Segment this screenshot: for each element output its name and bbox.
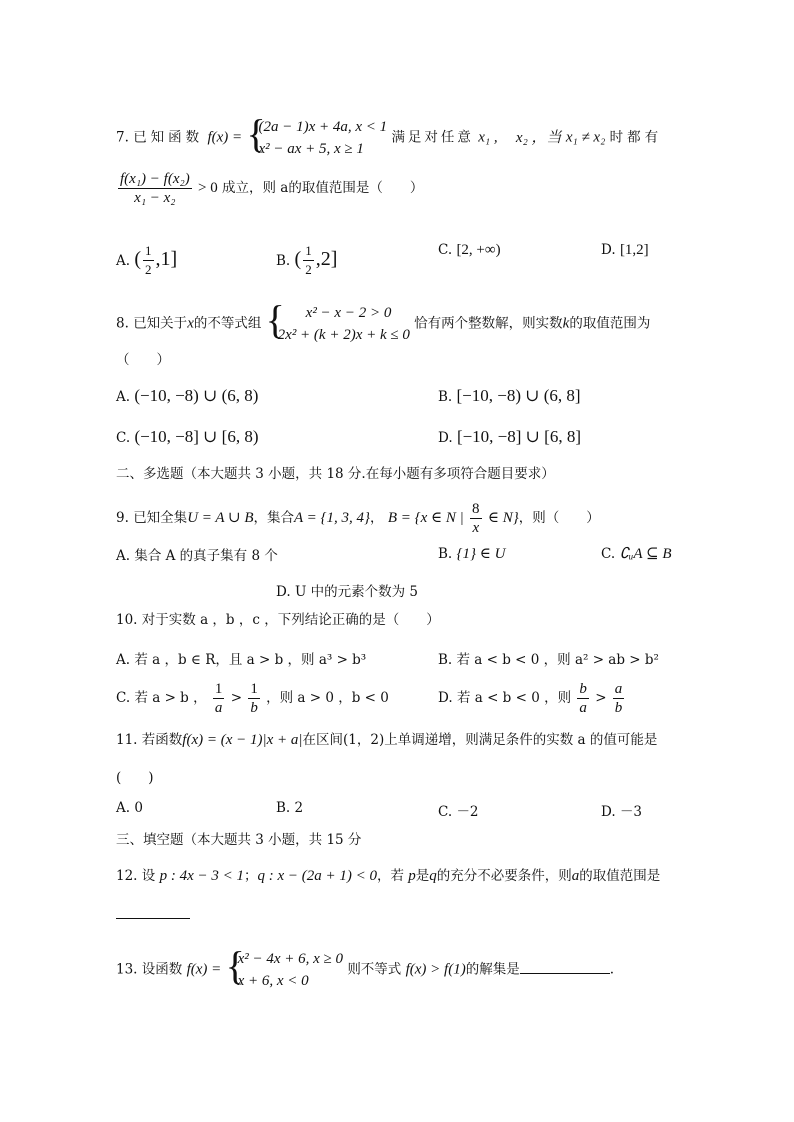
q10c-frac1 (213, 680, 225, 717)
q8-var-k: k (562, 315, 570, 332)
q12-sep: ； (243, 868, 258, 884)
option-value: (−10, −8) ∪ (6, 8) (134, 386, 259, 405)
q8-option-d[interactable] (438, 427, 581, 447)
option-label: B. (438, 652, 453, 668)
q7-brace: { (246, 111, 266, 156)
q10-option-b[interactable] (438, 648, 659, 668)
option-value: [1,2] (619, 242, 649, 258)
q7-number: 7. (116, 129, 129, 146)
q12-text3: 是 (415, 868, 430, 884)
q12-avar: a (571, 868, 580, 884)
q7-intro: 已知函数 (133, 129, 204, 146)
q9-eq1: U = A ∪ B (187, 510, 254, 526)
option-label: D. (601, 804, 616, 820)
option-label: B. (438, 389, 453, 405)
q9-frac-den: x (472, 520, 480, 536)
option-label: A. (116, 253, 131, 270)
q8-option-c[interactable] (116, 427, 259, 447)
q11-option-a[interactable] (116, 800, 143, 816)
q12-pvar: p (408, 868, 416, 884)
blank-line (116, 906, 190, 919)
q12-answer-blank[interactable] (116, 906, 190, 923)
option-label: D. (276, 584, 291, 600)
q7-frac-tail: > 0 (197, 180, 218, 196)
q7-option-a[interactable] (116, 242, 177, 279)
option-label: B. (276, 253, 291, 270)
q13-brace: { (225, 943, 245, 988)
q11-eq: f(x) = (x − 1)|x + a| (182, 732, 303, 748)
q8-ineq2: 2x² + (k + 2)x + k ≤ 0 (277, 327, 410, 343)
option-label: A. (116, 652, 131, 668)
option-value: 若 a < b < 0 ，则 a² > ab > b² (456, 652, 659, 668)
frac-num: 1 (250, 681, 258, 697)
q11-paren-line (116, 768, 154, 788)
q12-p: p : 4x − 3 < 1 (159, 868, 244, 884)
q9-option-c[interactable] (601, 544, 672, 563)
option-label: D. (438, 430, 453, 446)
q13-number: 13. (116, 961, 138, 978)
q8-tail2: 的取值范围为 (569, 315, 651, 332)
option-value-pre: 若 a < b < 0 ，则 (456, 690, 572, 706)
q7-case2: x² − ax + 5, x ≥ 1 (258, 141, 364, 157)
option-value: [−10, −8) ∪ (6, 8] (456, 386, 581, 405)
q8-paren: （ ） (116, 352, 170, 368)
frac-num: a (614, 681, 623, 697)
q7-x1: x₁ , (478, 129, 498, 146)
q9-fraction (470, 500, 482, 537)
q12-qvar: q (429, 868, 437, 884)
q7-x2: x₂ ，当 (515, 129, 562, 146)
q11-paren: ( ) (116, 770, 154, 786)
q7-line2-text: 成立，则 a的取值范围是（ ） (222, 180, 424, 196)
q9-option-a[interactable] (116, 544, 278, 564)
q12-text5: 的取值范围是 (579, 868, 661, 884)
q11-number: 11. (116, 732, 138, 748)
option-value: 2 (294, 800, 304, 816)
option-value: (−10, −8] ∪ [6, 8) (134, 427, 259, 446)
q8-tail: 恰有两个整数解，则实数 (414, 315, 563, 332)
q7-line2 (116, 170, 423, 207)
q10-line (116, 610, 440, 630)
q10d-frac1 (577, 680, 589, 717)
option-value: [−10, −8] ∪ [6, 8] (456, 427, 582, 446)
option-value: －3 (619, 804, 643, 820)
q10c-frac2 (248, 680, 260, 717)
q8-line1 (116, 297, 651, 346)
q11-option-d[interactable] (601, 800, 642, 820)
q10-number: 10. (116, 612, 138, 628)
q7-func-lhs: f(x) = (207, 129, 243, 146)
option-label: B. (276, 800, 291, 816)
q12-text4: 的充分不必要条件，则 (436, 868, 572, 884)
option-value-post: ，则 a > 0 ，b < 0 (266, 690, 389, 706)
q7-option-c[interactable] (438, 242, 501, 259)
q8-intro2: 的不等式组 (193, 315, 262, 332)
option-value: ( $\frac{1}{2}$ ,2] (294, 243, 338, 277)
frac-num: 1 (214, 681, 223, 697)
option-value: ∁ᵤA ⊆ B (619, 546, 672, 562)
q9-eq3-pre: B = {x ∈ N | (387, 510, 464, 526)
q9-option-d[interactable] (276, 580, 418, 600)
q10-option-d[interactable] (438, 680, 626, 717)
option-label: C. (438, 804, 453, 820)
q7-case1: (2a − 1)x + 4a, x < 1 (258, 119, 388, 135)
q13-end: . (609, 961, 615, 978)
option-value-pre: 若 a > b ， (134, 690, 207, 706)
q8-var-x: x (187, 315, 194, 332)
q9-line (116, 500, 600, 537)
q12-q: q : x − (2a + 1) < 0 (257, 868, 377, 884)
q12-number: 12. (116, 868, 138, 884)
q11-text1: 若函数 (141, 732, 183, 748)
q9-text3: ， (370, 510, 384, 526)
q7-piecewise (246, 111, 388, 160)
option-value: {1} ∈ U (456, 546, 506, 562)
option-value: －2 (456, 804, 479, 820)
q12-line (116, 866, 660, 886)
frac-den: b (614, 700, 623, 716)
q10-option-c[interactable] (116, 680, 389, 717)
option-label: C. (116, 690, 131, 706)
q8-intro: 已知关于 (133, 315, 188, 332)
q12-text1: 设 (141, 868, 156, 884)
q9-text1: 已知全集 (133, 510, 188, 526)
q8-system (265, 297, 410, 346)
q7-frac-num: f(x₁) − f(x₂) (120, 171, 190, 187)
q9-text4: ，则（ ） (518, 510, 600, 526)
q13-intro: 设函数 (141, 961, 183, 978)
q13-case1: x² − 4x + 6, x ≥ 0 (237, 951, 344, 967)
frac-den: a (214, 700, 223, 716)
frac-den: a (579, 700, 587, 716)
q8-paren-line (116, 350, 170, 370)
option-value: [2, +∞) (456, 242, 501, 258)
q13-tail: 的解集是 (465, 961, 520, 978)
q7-fraction (118, 170, 192, 207)
q7-cond-text: 满足对任意 (391, 129, 474, 146)
q8-ineq1: x² − x − 2 > 0 (305, 305, 392, 321)
q13-case2: x + 6, x < 0 (237, 973, 309, 989)
option-label: C. (116, 430, 131, 446)
q10-text: 对于实数 a ，b ，c ，下列结论正确的是（ ） (141, 612, 440, 628)
option-value: ( $\frac{1}{2}$ ,1] (134, 243, 178, 277)
q12-text2: ，若 (377, 868, 404, 884)
q13-text: 则不等式 (347, 961, 402, 978)
q13-piecewise (225, 943, 344, 992)
option-label: A. (116, 800, 131, 816)
option-label: A. (116, 389, 131, 405)
q9-option-b[interactable] (438, 544, 505, 563)
q8-brace: { (265, 297, 285, 342)
option-value: U 中的元素个数为 5 (294, 584, 418, 600)
q7-line1 (116, 111, 663, 160)
option-value: 0 (134, 800, 143, 816)
option-value: 集合 A 的真子集有 8 个 (134, 548, 278, 564)
q9-eq2: A = {1, 3, 4} (294, 510, 371, 526)
q11-line (116, 730, 657, 750)
q13-ineq: f(x) > f(1) (405, 961, 466, 978)
option-label: D. (601, 242, 616, 258)
option-value: 若 a ，b ∈ R，且 a > b ，则 a³ > b³ (134, 652, 367, 668)
q11-option-b[interactable] (276, 800, 303, 816)
q10-option-a[interactable] (116, 648, 366, 668)
q9-number: 9. (116, 510, 129, 526)
section-heading-fill-in: 三、填空题（本大题共 3 小题，共 15 分 (116, 832, 362, 848)
q8-option-b[interactable] (438, 386, 581, 406)
q7-frac-den: x₁ − x₂ (134, 190, 176, 206)
q11-text2: 在区间(1，2)上单调递增，则满足条件的实数 a 的值可能是 (302, 732, 658, 748)
q10c-mid: > (230, 690, 243, 706)
q7-option-b[interactable] (276, 242, 337, 279)
q8-option-a[interactable] (116, 386, 258, 406)
section-heading-multi-choice: 二、多选题（本大题共 3 小题，共 18 分.在每小题有多项符合题目要求） (116, 466, 555, 482)
frac-num: b (579, 681, 587, 697)
q8-number: 8. (116, 315, 129, 332)
q9-eq3-post: ∈ N} (487, 510, 519, 526)
frac-den: b (250, 700, 258, 716)
q9-text2: ，集合 (253, 510, 294, 526)
option-label: D. (438, 690, 453, 706)
q13-line (116, 943, 615, 992)
option-label: A. (116, 548, 131, 564)
q10d-frac2 (613, 680, 625, 717)
q9-frac-num: 8 (472, 501, 480, 517)
q13-func-lhs: f(x) = (186, 961, 222, 978)
q10d-mid: > (595, 690, 607, 706)
option-label: C. (601, 546, 616, 562)
option-label: B. (438, 546, 453, 562)
q7-tail: 时都有 (609, 129, 663, 146)
q11-option-c[interactable] (438, 800, 479, 820)
q7-neq: x₁ ≠ x₂ (565, 129, 606, 146)
q7-option-d[interactable] (601, 242, 649, 259)
q13-answer-blank[interactable] (520, 961, 610, 974)
option-label: C. (438, 242, 453, 258)
